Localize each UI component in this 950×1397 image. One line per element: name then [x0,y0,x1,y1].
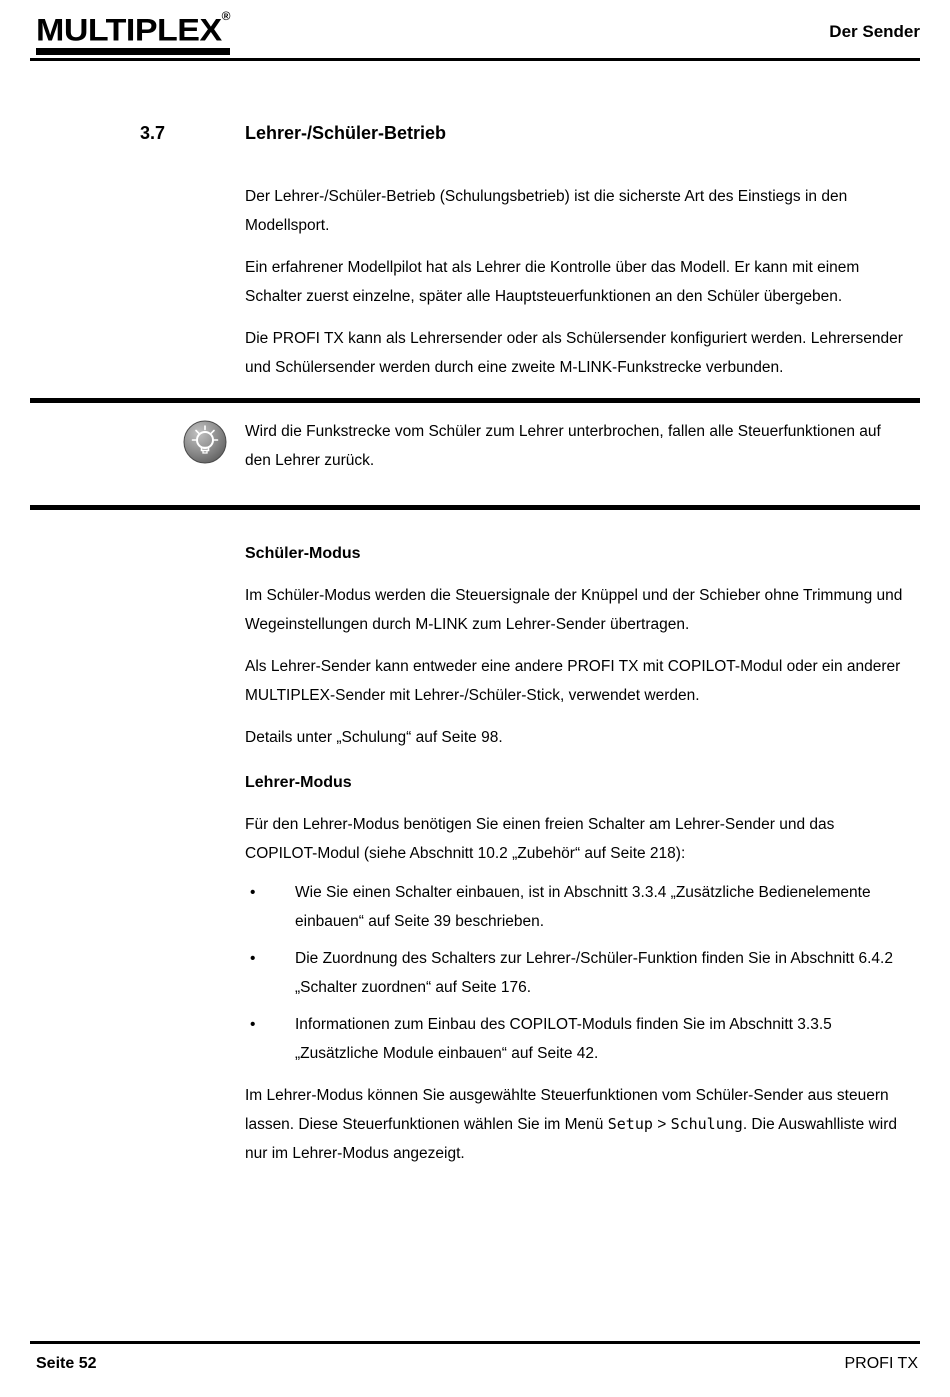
bullet-icon: • [250,884,256,901]
header-divider [30,58,920,61]
footer-row [0,1344,950,1375]
paragraph: Als Lehrer-Sender kann entweder eine andere PROFI TX mit COPILOT-Modul oder ein anderer MULTIPLEX-Sender mit Lehrer-/Schüler-Stick, verwendet werden. [245,658,901,704]
note-block [0,403,950,489]
paragraph: Im Schüler-Modus werden die Steuersignale der Knüppel und der Schieber ohne Trimmung und Wegeinstellungen durch M-LINK zum Lehrer-Sender übertragen. [245,587,903,633]
page-footer [0,1341,950,1397]
logo-wordmark: MULTIPLEX [36,12,222,48]
page-header [0,0,950,55]
closing-text-part: Im Lehrer-Modus können Sie ausgewählte Steuerfunktionen vom Schüler-Sender aus steuern lassen. Diese Steuerfunktionen wählen Sie im Menü [245,1087,889,1133]
header-chapter-title: Der Sender [829,22,920,41]
lightbulb-icon [183,420,227,464]
list-item [245,944,910,1002]
bullet-icon: • [250,1016,256,1033]
section-number: 3.7 [140,123,166,143]
paragraph: Der Lehrer-/Schüler-Betrieb (Schulungsbetrieb) ist die sicherste Art des Einstiegs in den Modellsport. [245,188,848,234]
menu-name-setup: Setup [607,1115,653,1133]
paragraph: Details unter „Schulung“ auf Seite 98. [245,729,503,746]
bullet-icon: • [250,950,256,967]
paragraph: Die PROFI TX kann als Lehrersender oder als Schülersender konfiguriert werden. Lehrersender und Schülersender werden durch eine zweite M-LINK-Funkstrecke verbunden. [245,330,903,376]
registered-trademark-icon: ® [221,9,231,23]
menu-separator: > [652,1116,671,1133]
list-item-text: Informationen zum Einbau des COPILOT-Moduls finden Sie im Abschnitt 3.3.5 „Zusätzliche Module einbauen“ auf Seite 42. [295,1016,832,1062]
intro-text-block [245,182,910,382]
closing-text-part: . Die Auswahlliste wird nur im Lehrer-Modus angezeigt. [245,1116,898,1162]
subheading-lehrer-modus: Lehrer-Modus [245,774,352,791]
section-heading [140,119,910,148]
section-title: Lehrer-/Schüler-Betrieb [245,123,447,143]
page-number: Seite 52 [36,1355,97,1373]
main-text-block [245,539,910,1168]
list-item [245,1010,910,1068]
paragraph: Für den Lehrer-Modus benötigen Sie einen freien Schalter am Lehrer-Sender und das COPILOT-Modul (siehe Abschnitt 10.2 „Zubehör“ auf Seite 218): [245,816,835,862]
subheading-schueler-modus: Schüler-Modus [245,545,361,562]
multiplex-logo [36,9,231,55]
note-divider-bottom [30,505,920,510]
list-item [245,878,910,936]
note-text: Wird die Funkstrecke vom Schüler zum Lehrer unterbrochen, fallen alle Steuerfunktionen auf den Lehrer zurück. [245,423,881,469]
menu-name-schulung: Schulung [670,1115,743,1133]
list-item-text: Wie Sie einen Schalter einbauen, ist in Abschnitt 3.3.4 „Zusätzliche Bedienelemente einbauen“ auf Seite 39 beschrieben. [295,884,871,930]
paragraph: Ein erfahrener Modellpilot hat als Lehrer die Kontrolle über das Modell. Er kann mit einem Schalter zuerst einzelne, später alle Hauptsteuerfunktionen an den Schüler übergeben. [245,259,860,305]
list-item-text: Die Zuordnung des Schalters zur Lehrer-/Schüler-Funktion finden Sie in Abschnitt 6.4.2 „Schalter zuordnen“ auf Seite 176. [295,950,893,996]
closing-paragraph [245,1081,910,1168]
bullet-list [245,878,910,1068]
product-name: PROFI TX [844,1355,918,1373]
